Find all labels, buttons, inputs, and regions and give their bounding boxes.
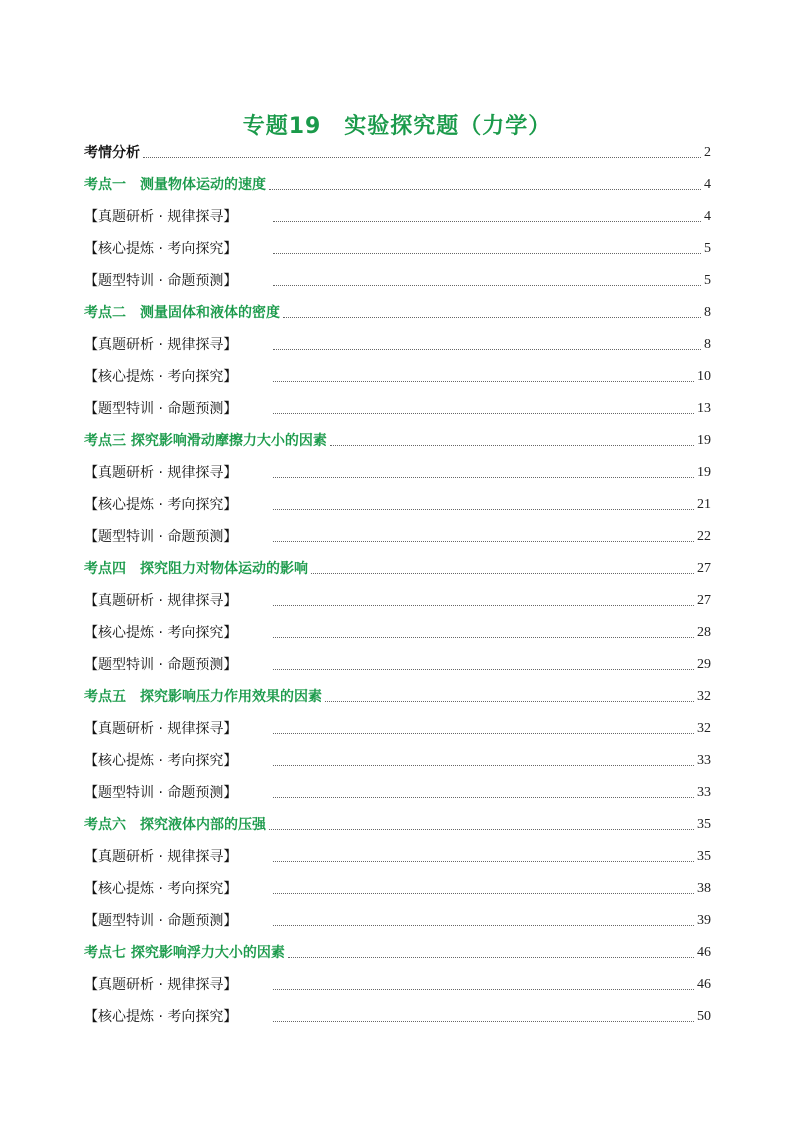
- toc-entry-section[interactable]: [84, 198, 711, 230]
- toc-dot-leader: [273, 285, 701, 286]
- toc-dot-leader: [273, 765, 694, 766]
- toc-entry-label: 【真题研析 · 规律探寻】: [84, 977, 238, 993]
- toc-entry-label: 【真题研析 · 规律探寻】: [84, 593, 238, 609]
- toc-entry-label: 考点三 探究影响滑动摩擦力大小的因素: [84, 433, 327, 449]
- toc-entry-label: 【真题研析 · 规律探寻】: [84, 337, 238, 353]
- toc-page-number: 4: [704, 209, 711, 224]
- page-title: 专题19 实验探究题（力学）: [242, 113, 552, 139]
- toc-dot-leader: [273, 925, 694, 926]
- toc-dot-leader: [143, 157, 701, 158]
- toc-entry-label: 考情分析: [84, 145, 140, 161]
- toc-entry-label: 考点六 探究液体内部的压强: [84, 817, 266, 833]
- toc-page-number: 33: [697, 753, 711, 768]
- toc-dot-leader: [330, 445, 694, 446]
- toc-dot-leader: [273, 413, 694, 414]
- toc-dot-leader: [273, 541, 694, 542]
- toc-page-number: 22: [697, 529, 711, 544]
- toc-entry-section[interactable]: [84, 518, 711, 550]
- toc-entry-label: 【题型特训 · 命题预测】: [84, 529, 238, 545]
- toc-page-number: 32: [697, 689, 711, 704]
- toc-dot-leader: [273, 477, 694, 478]
- toc-entry-label: 考点五 探究影响压力作用效果的因素: [84, 689, 322, 705]
- toc-entry-section[interactable]: [84, 326, 711, 358]
- toc-dot-leader: [273, 861, 694, 862]
- toc-entry-topic[interactable]: [84, 678, 711, 710]
- toc-entry-section[interactable]: [84, 998, 711, 1030]
- toc-entry-label: 【核心提炼 · 考向探究】: [84, 497, 238, 513]
- toc-page-number: 46: [697, 945, 711, 960]
- toc-page-number: 21: [697, 497, 711, 512]
- toc-dot-leader: [273, 381, 694, 382]
- toc-page-number: 35: [697, 849, 711, 864]
- toc-entry-topic[interactable]: [84, 422, 711, 454]
- toc-entry-label: 考点二 测量固体和液体的密度: [84, 305, 280, 321]
- toc-entry-section[interactable]: [84, 870, 711, 902]
- toc-dot-leader: [311, 573, 694, 574]
- toc-entry-section[interactable]: [84, 358, 711, 390]
- toc-page-number: 39: [697, 913, 711, 928]
- toc-entry-label: 【核心提炼 · 考向探究】: [84, 753, 238, 769]
- toc-entry-label: 考点七 探究影响浮力大小的因素: [84, 945, 285, 961]
- toc-page-number: 10: [697, 369, 711, 384]
- toc-entry-topic[interactable]: [84, 934, 711, 966]
- toc-entry-label: 【核心提炼 · 考向探究】: [84, 881, 238, 897]
- toc-dot-leader: [273, 893, 694, 894]
- toc-dot-leader: [269, 189, 701, 190]
- toc-page-number: 5: [704, 241, 711, 256]
- toc-page-number: 5: [704, 273, 711, 288]
- toc-entry-topic[interactable]: [84, 550, 711, 582]
- toc-entry-label: 考点一 测量物体运动的速度: [84, 177, 266, 193]
- toc-entry-label: 【真题研析 · 规律探寻】: [84, 849, 238, 865]
- toc-page-number: 38: [697, 881, 711, 896]
- toc-dot-leader: [273, 509, 694, 510]
- toc-dot-leader: [288, 957, 694, 958]
- toc-dot-leader: [273, 1021, 694, 1022]
- toc-entry-label: 【题型特训 · 命题预测】: [84, 785, 238, 801]
- toc-entry-section[interactable]: [84, 774, 711, 806]
- toc-page-number: 8: [704, 337, 711, 352]
- toc-entry-section[interactable]: [84, 902, 711, 934]
- toc-dot-leader: [273, 733, 694, 734]
- toc-page-number: 35: [697, 817, 711, 832]
- toc-entry-label: 【题型特训 · 命题预测】: [84, 657, 238, 673]
- toc-dot-leader: [273, 605, 694, 606]
- toc-entry-section[interactable]: [84, 486, 711, 518]
- toc-entry-topic[interactable]: [84, 294, 711, 326]
- toc-entry-label: 【核心提炼 · 考向探究】: [84, 625, 238, 641]
- toc-entry-section[interactable]: [84, 838, 711, 870]
- toc-entry-topic[interactable]: [84, 134, 711, 166]
- toc-page-number: 27: [697, 561, 711, 576]
- toc-entry-label: 考点四 探究阻力对物体运动的影响: [84, 561, 308, 577]
- toc-entry-label: 【题型特训 · 命题预测】: [84, 913, 238, 929]
- toc-page-number: 8: [704, 305, 711, 320]
- toc-page-number: 50: [697, 1009, 711, 1024]
- toc-dot-leader: [283, 317, 701, 318]
- toc-entry-section[interactable]: [84, 742, 711, 774]
- toc-entry-label: 【核心提炼 · 考向探究】: [84, 1009, 238, 1025]
- toc-entry-label: 【核心提炼 · 考向探究】: [84, 241, 238, 257]
- toc-dot-leader: [273, 637, 694, 638]
- toc-dot-leader: [273, 221, 701, 222]
- toc-entry-section[interactable]: [84, 646, 711, 678]
- toc-dot-leader: [325, 701, 694, 702]
- toc-dot-leader: [273, 797, 694, 798]
- toc-dot-leader: [273, 349, 701, 350]
- toc-entry-label: 【核心提炼 · 考向探究】: [84, 369, 238, 385]
- toc-page-number: 33: [697, 785, 711, 800]
- toc-page-number: 2: [704, 145, 711, 160]
- toc-page-number: 29: [697, 657, 711, 672]
- toc-entry-topic[interactable]: [84, 166, 711, 198]
- toc-entry-section[interactable]: [84, 262, 711, 294]
- toc-entry-section[interactable]: [84, 230, 711, 262]
- toc-entry-label: 【真题研析 · 规律探寻】: [84, 465, 238, 481]
- toc-page-number: 32: [697, 721, 711, 736]
- toc-entry-section[interactable]: [84, 710, 711, 742]
- toc-page-number: 19: [697, 433, 711, 448]
- toc-dot-leader: [273, 669, 694, 670]
- toc-entry-label: 【题型特训 · 命题预测】: [84, 401, 238, 417]
- toc-dot-leader: [273, 989, 694, 990]
- toc-entry-label: 【题型特训 · 命题预测】: [84, 273, 238, 289]
- toc-entry-section[interactable]: [84, 582, 711, 614]
- toc-entry-section[interactable]: [84, 614, 711, 646]
- toc-entry-section[interactable]: [84, 390, 711, 422]
- toc-page-number: 46: [697, 977, 711, 992]
- toc-entry-topic[interactable]: [84, 806, 711, 838]
- toc-page-number: 4: [704, 177, 711, 192]
- toc-entry-section[interactable]: [84, 454, 711, 486]
- toc-page-number: 13: [697, 401, 711, 416]
- table-of-contents: [84, 134, 711, 1030]
- toc-entry-label: 【真题研析 · 规律探寻】: [84, 209, 238, 225]
- toc-page-number: 27: [697, 593, 711, 608]
- toc-entry-label: 【真题研析 · 规律探寻】: [84, 721, 238, 737]
- toc-page-number: 28: [697, 625, 711, 640]
- toc-entry-section[interactable]: [84, 966, 711, 998]
- toc-page-number: 19: [697, 465, 711, 480]
- toc-dot-leader: [269, 829, 694, 830]
- toc-dot-leader: [273, 253, 701, 254]
